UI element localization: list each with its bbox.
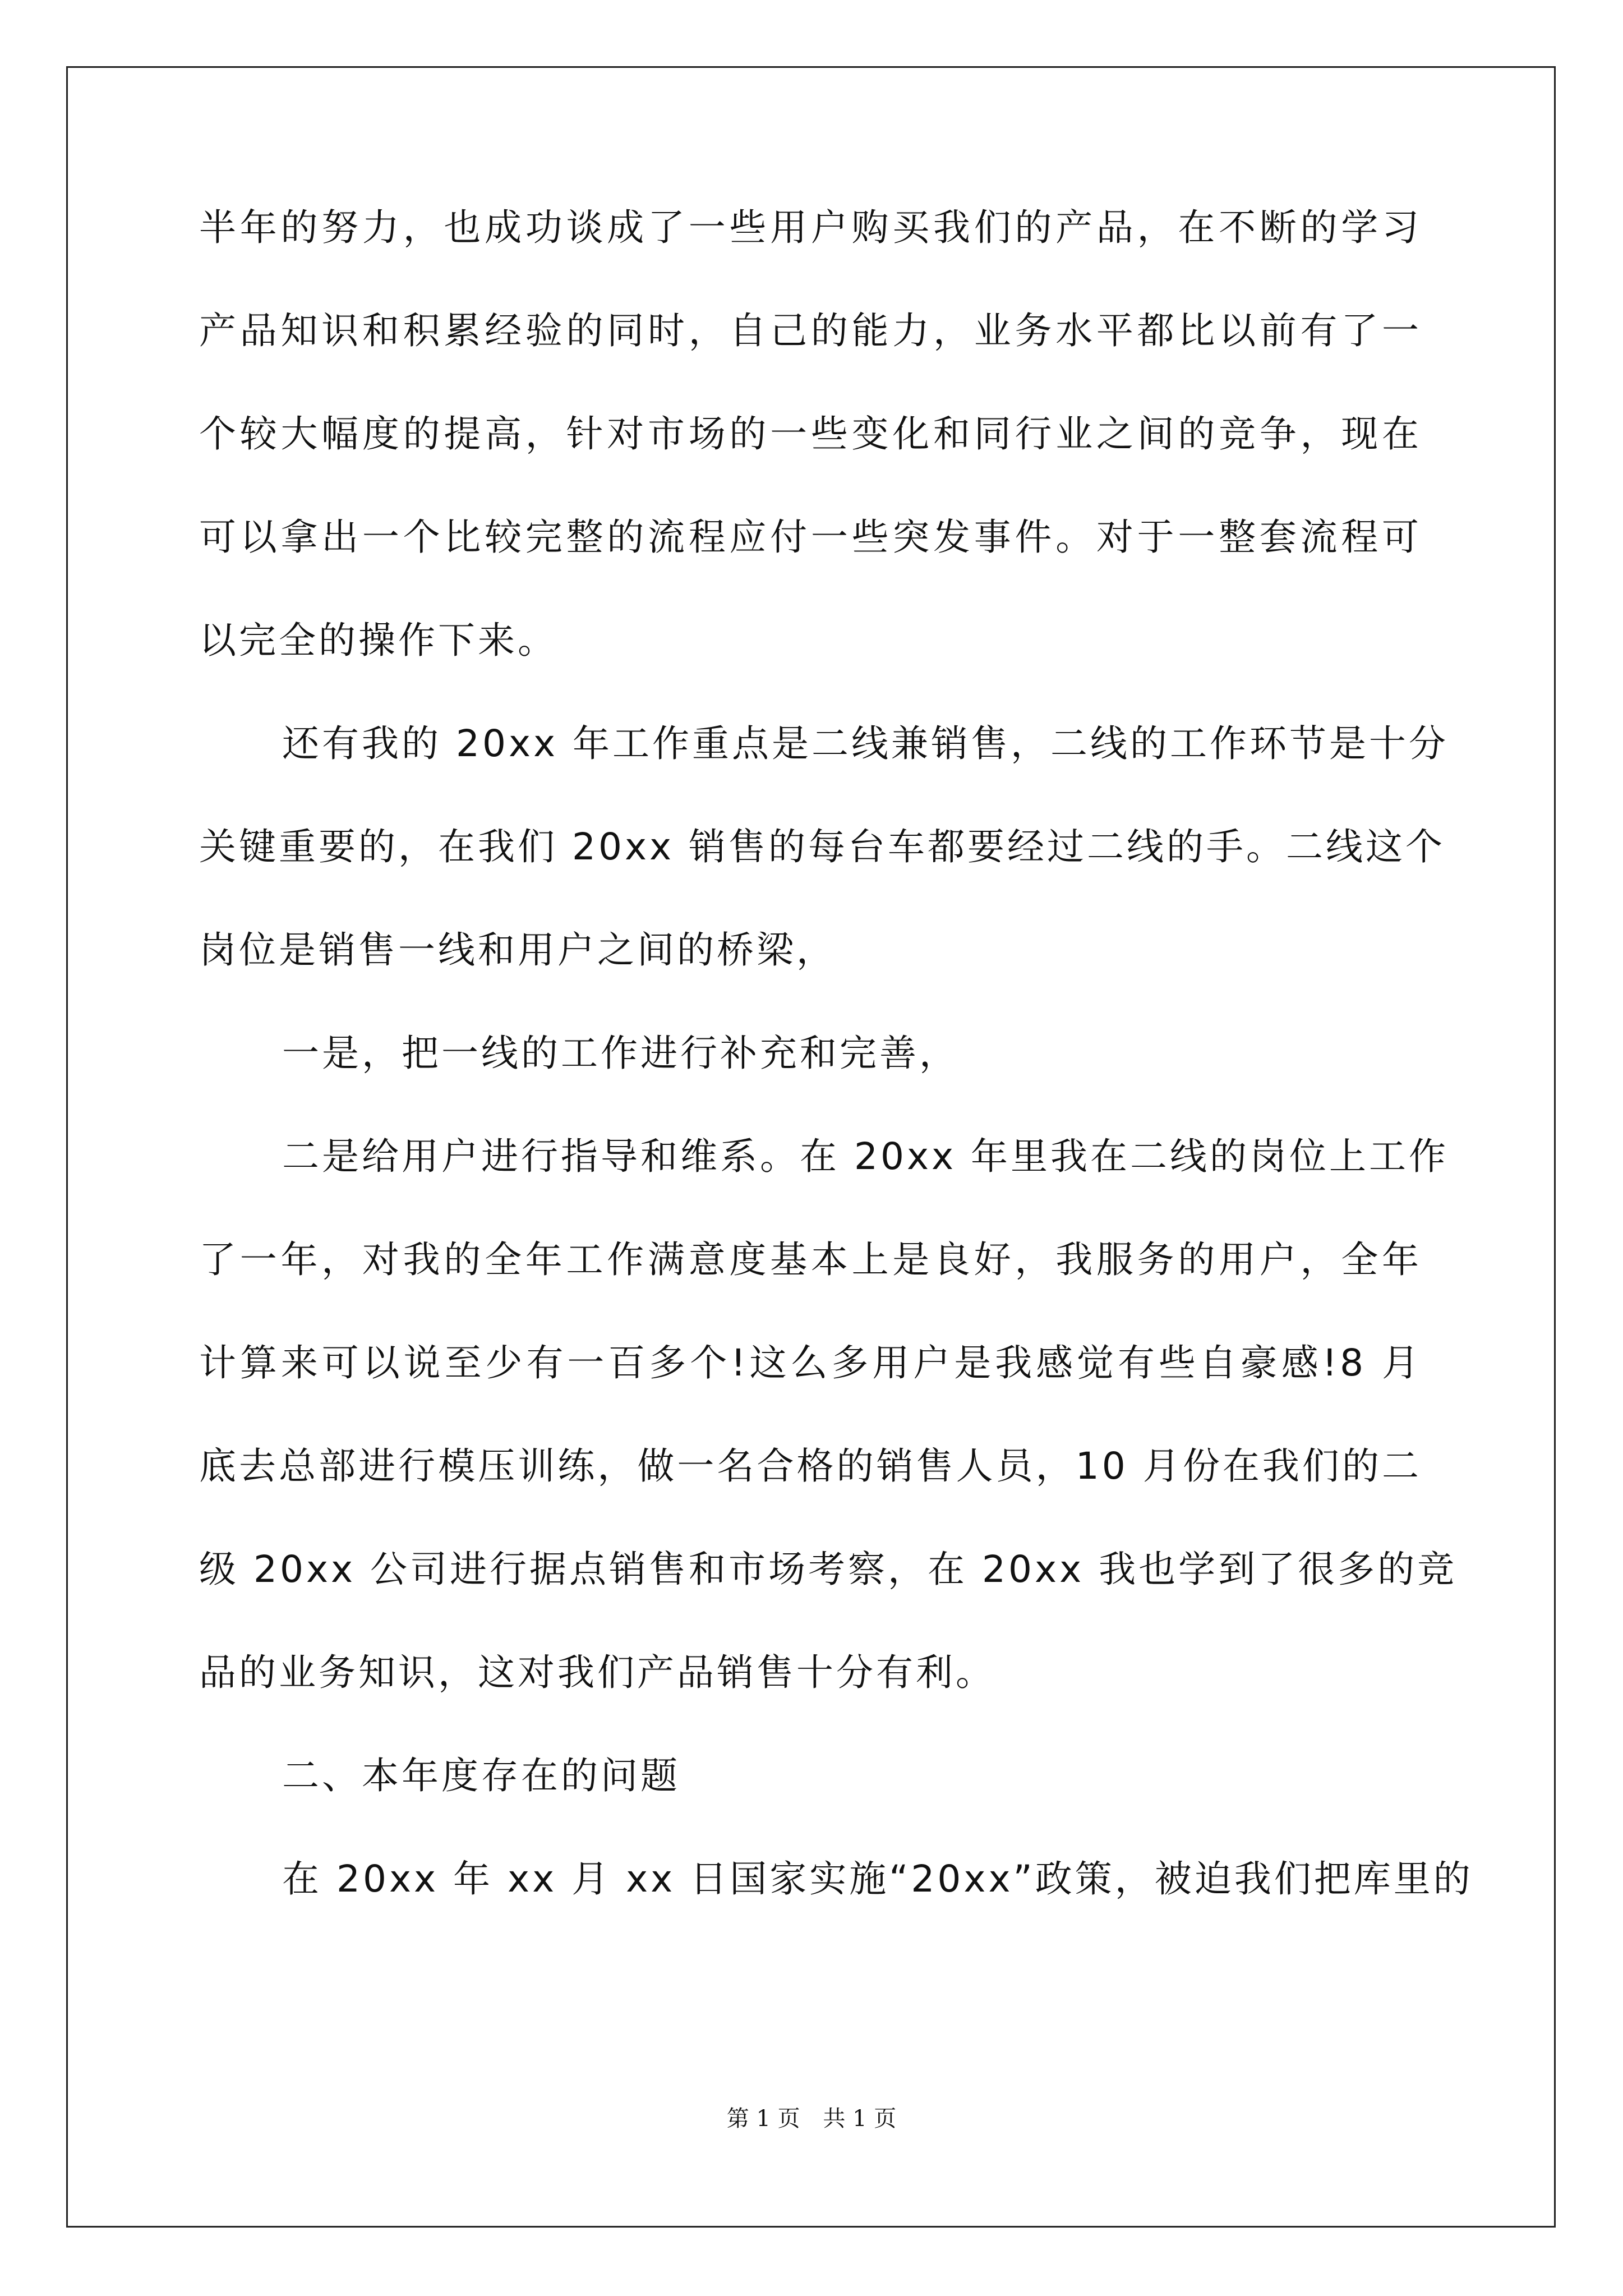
text-line: 半年的努力，也成功谈成了一些用户购买我们的产品，在不断的学习 (199, 206, 1422, 249)
text-line: 产品知识和积累经验的同时，自己的能力，业务水平都比以前有了一 (199, 309, 1422, 352)
text-line: 级 20xx 公司进行据点销售和市场考察，在 20xx 我也学到了很多的竞 (199, 1548, 1458, 1591)
text-line: 二是给用户进行指导和维系。在 20xx 年里我在二线的岗位上工作 (282, 1135, 1449, 1178)
text-line: 可以拿出一个比较完整的流程应付一些突发事件。对于一整套流程可 (199, 516, 1422, 559)
page-number-total: 共 1 页 (823, 2106, 897, 2132)
text-line: 个较大幅度的提高，针对市场的一些变化和同行业之间的竞争，现在 (199, 412, 1422, 455)
text-line: 还有我的 20xx 年工作重点是二线兼销售，二线的工作环节是十分 (282, 722, 1449, 765)
page-number-current: 第 1 页 (726, 2106, 800, 2132)
text-line: 以完全的操作下来。 (199, 619, 557, 662)
section-heading: 二、本年度存在的问题 (282, 1754, 680, 1797)
text-line: 了一年，对我的全年工作满意度基本上是良好，我服务的用户，全年 (199, 1238, 1422, 1281)
text-line: 在 20xx 年 xx 月 xx 日国家实施“20xx”政策，被迫我们把库里的 (282, 1857, 1473, 1901)
text-line: 品的业务知识，这对我们产品销售十分有利。 (199, 1651, 995, 1694)
text-line: 关键重要的，在我们 20xx 销售的每台车都要经过二线的手。二线这个 (199, 825, 1446, 868)
text-line: 计算来可以说至少有一百多个!这么多用户是我感觉有些自豪感!8 月 (199, 1341, 1422, 1384)
text-line: 底去总部进行模压训练，做一名合格的销售人员，10 月份在我们的二 (199, 1444, 1422, 1488)
text-line: 一是，把一线的工作进行补充和完善， (282, 1032, 959, 1075)
page-footer (0, 2101, 1623, 2133)
text-line: 岗位是销售一线和用户之间的桥梁， (199, 928, 836, 972)
document-body (199, 202, 1473, 1957)
